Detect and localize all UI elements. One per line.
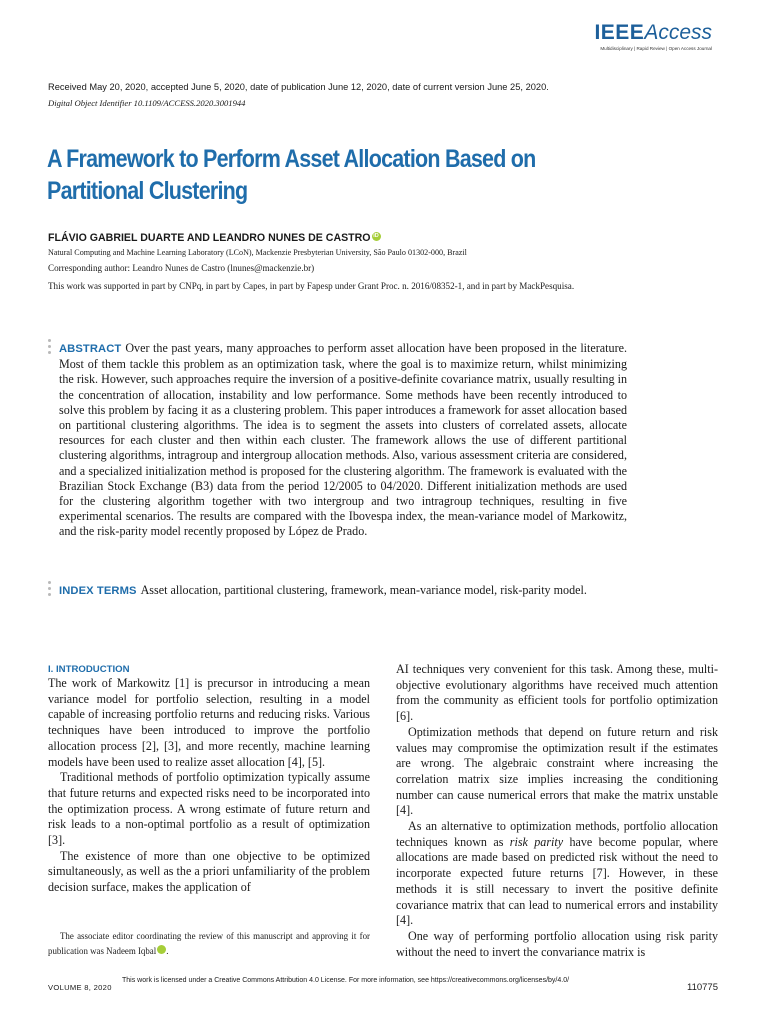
paragraph: Traditional methods of portfolio optimization typically assume that future returns and expected risks need to be incorporated into the optimization process. A wrong estimate of future return and risk leads to a non-optimal portfolio as a result of optimization [3]. — [48, 770, 370, 848]
index-terms-text: Asset allocation, partitional clustering, framework, mean-variance model, risk-parity model. — [140, 583, 587, 597]
paragraph — [396, 819, 718, 929]
text-run: have become popular, where allocations are made based on predicted risk without the need to incorporate expected future returns [7]. However, in these methods it is still necessary to invert the positive definite covariance matrix that can lead to numerical errors and instability [4]. — [396, 834, 718, 928]
abstract-dots-icon — [48, 339, 51, 357]
index-terms-dots-icon — [48, 581, 51, 599]
paragraph: The existence of more than one objective to be optimized simultaneously, as well as the a priori unfamiliarity of the problem decision surface, makes the application of — [48, 848, 370, 895]
left-column — [48, 662, 370, 896]
footnote-end: . — [166, 946, 169, 956]
received-dates: Received May 20, 2020, accepted June 5, 2020, date of publication June 12, 2020, date of current version June 25, 2020. — [48, 82, 549, 92]
index-terms-label: INDEX TERMS — [59, 585, 137, 597]
logo-tagline: Multidisciplinary | Rapid Review | Open Access Journal — [600, 46, 712, 51]
corresponding-author: Corresponding author: Leandro Nunes de Castro (lnunes@mackenzie.br) — [48, 263, 315, 273]
abstract — [59, 341, 627, 540]
paragraph: The work of Markowitz [1] is precursor in introducing a mean variance model for portfolio selection, resulting in a model capable of increasing portfolio returns and reducing risks. Various techniques have been introduced to improve the portfolio allocation process [2], [3], and more recently, machine learning models have been used to realize asset allocation [4], [5]. — [48, 676, 370, 769]
logo-access: Access — [644, 21, 712, 44]
section-heading: I. INTRODUCTION — [48, 664, 130, 675]
page-number: 110775 — [687, 982, 718, 993]
footer-volume: VOLUME 8, 2020 — [48, 983, 112, 992]
orcid-icon[interactable]: iD — [157, 945, 166, 954]
affiliation: Natural Computing and Machine Learning Laboratory (LCoN), Mackenzie Presbyterian University, São Paulo 01302-000, Brazil — [48, 248, 467, 257]
doi: Digital Object Identifier 10.1109/ACCESS.2020.3001944 — [48, 98, 246, 108]
funding-note: This work was supported in part by CNPq, in part by Capes, in part by Fapesp under Grant Proc. n. 2016/08352-1, and in part by MackPesquisa. — [48, 281, 575, 291]
paper-title: A Framework to Perform Asset Allocation Based on Partitional Clustering — [47, 145, 536, 205]
logo-ieee: IEEE — [594, 21, 645, 44]
authors — [48, 232, 381, 244]
abstract-text: Over the past years, many approaches to perform asset allocation have been proposed in the literature. Most of them tackle this problem as an optimization task, where the goal is to maximize return, whilst minimizing the risk. However, such approaches require the inversion of a positive-definite covariance matrix, usually resulting in the concentration of allocation, instability and low performance. Some methods have been recently introduced to solve this problem by facing it as a clustering problem. This paper introduces a framework for asset allocation based on partitional clustering algorithms. The idea is to segment the assets into clusters of correlated assets, allocate resources for each cluster and then within each cluster. The framework allows the use of different partitional clustering algorithms, intragroup and intergroup allocation methods. Also, various assessment criteria are considered, and a specialized initialization method is proposed for the clustering algorithm. The framework is evaluated with the Brazilian Stock Exchange (B3) data from the period 12/2005 to 04/2020. Different initialization methods are used for the clustering algorithm together with two intergroup and two intragroup techniques, resulting in five experimental scenarios. The results are compared with the Ibovespa index, the mean-variance model of Markowitz, and the risk-parity model recently proposed by López de Prado. — [59, 341, 627, 539]
footnote-text: The associate editor coordinating the review of this manuscript and approving it for publication was Nadeem Iqbal — [48, 931, 370, 956]
author-names: FLÁVIO GABRIEL DUARTE AND LEANDRO NUNES DE CASTRO — [48, 232, 371, 244]
footer-license[interactable]: This work is licensed under a Creative Commons Attribution 4.0 License. For more information, see https://creativecommons.org/licenses/by/4.0/ — [122, 977, 570, 984]
editor-footnote — [48, 929, 370, 959]
emphasis: risk parity — [509, 834, 564, 849]
paragraph: AI techniques very convenient for this task. Among these, multi-objective evolutionary algorithms have received much attention from the community as efficient tools for portfolio optimization [6]. — [396, 662, 718, 724]
orcid-icon[interactable]: iD — [373, 233, 379, 239]
index-terms — [59, 583, 627, 599]
paragraph: Optimization methods that depend on future return and risk values may compromise the optimization result if the estimates are wrong. The algebraic constraint where increasing the correlation matrix size implies increasing the conditioning number can cause numerical errors that make the matrix unstable [4]. — [396, 724, 718, 818]
logo-wordmark — [594, 22, 712, 43]
text-run: As an alternative to optimization methods, portfolio allocation techniques known as — [396, 819, 718, 849]
paragraph: One way of performing portfolio allocation using risk parity without the need to invert the convariance matrix is — [396, 928, 718, 959]
journal-logo — [594, 22, 712, 51]
right-column — [396, 662, 718, 960]
abstract-label: ABSTRACT — [59, 343, 122, 355]
